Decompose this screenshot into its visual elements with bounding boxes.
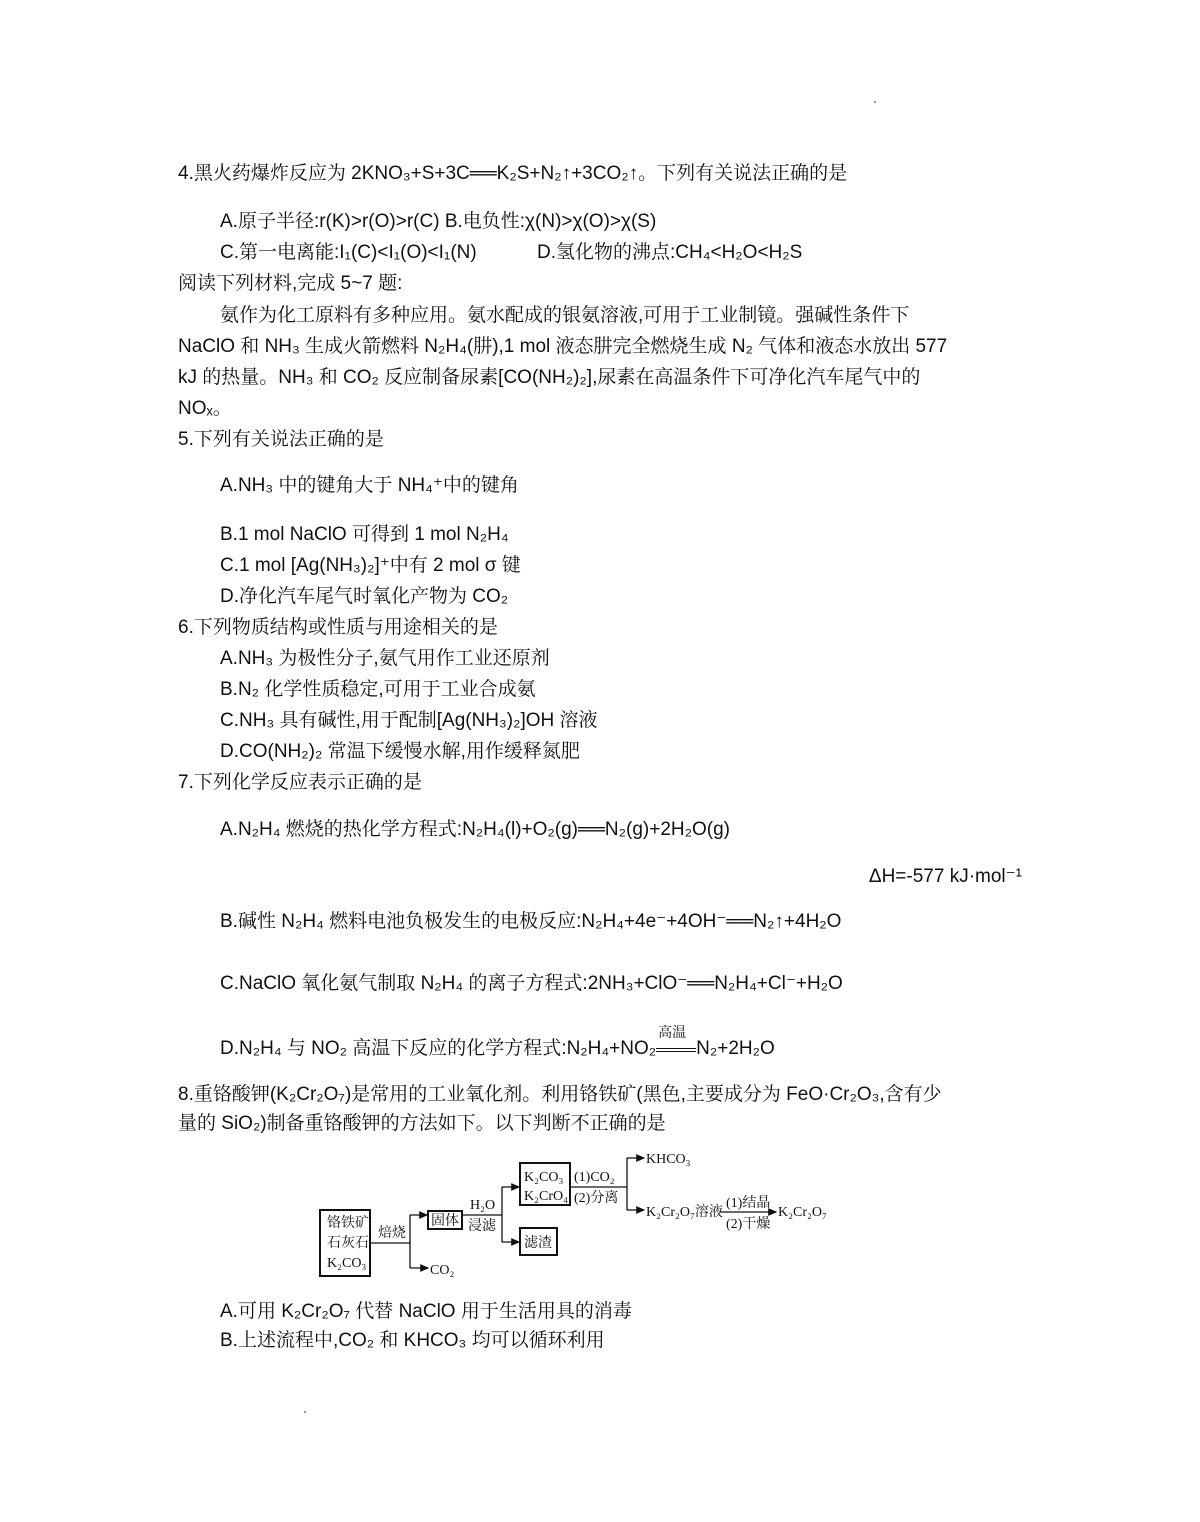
material-line: NaClO 和 NH₃ 生成火箭燃料 N₂H₄(肼),1 mol 液态肼完全燃烧生成 N₂ 气体和液态水放出 577 <box>178 336 948 357</box>
q4-option-d: D.氢化物的沸点:CH₄<H₂O<H₂S <box>537 242 803 263</box>
q7-option-a-enthalpy: ΔH=-577 kJ·mol⁻¹ <box>868 866 1022 887</box>
q4-stem: 4.黑火药爆炸反应为 2KNO₃+S+3C══K₂S+N₂↑+3CO₂↑。下列有关说法正确的是 <box>178 163 848 184</box>
process-flow-diagram <box>310 1140 930 1290</box>
solution-label: K₂CrO₄ <box>524 1189 568 1204</box>
q7-option-d <box>220 1025 775 1061</box>
leach-label: 浸滤 <box>468 1219 496 1234</box>
material-line: 氨作为化工原料有多种应用。氨水配成的银氨溶液,可用于工业制镜。强碱性条件下 <box>220 305 910 326</box>
q7-option-b: B.碱性 N₂H₄ 燃料电池负极发生的电极反应:N₂H₄+4e⁻+4OH⁻══N₂↑+4H₂O <box>220 911 842 932</box>
q6-option: A.NH₃ 为极性分子,氨气用作工业还原剂 <box>220 648 550 669</box>
product-label: K₂Cr₂O₇ <box>778 1205 827 1220</box>
q8-option: B.上述流程中,CO₂ 和 KHCO₃ 均可以循环利用 <box>220 1330 605 1351</box>
roast-label: 焙烧 <box>378 1226 406 1241</box>
q7-option-a: A.N₂H₄ 燃烧的热化学方程式:N₂H₄(l)+O₂(g)══N₂(g)+2H₂O(g) <box>220 819 731 840</box>
q8-stem: 8.重铬酸钾(K₂Cr₂O₇)是常用的工业氧化剂。利用铬铁矿(黑色,主要成分为 FeO·Cr₂O₃,含有少 <box>178 1084 942 1105</box>
q8-stem: 量的 SiO₂)制备重铬酸钾的方法如下。以下判断不正确的是 <box>178 1113 666 1134</box>
q5-option: D.净化汽车尾气时氧化产物为 CO₂ <box>220 586 509 607</box>
dichromate-solution-label: K₂Cr₂O₇溶液 <box>646 1205 723 1220</box>
raw-material: 铬铁矿 <box>327 1216 369 1231</box>
q5-option: A.NH₃ 中的键角大于 NH₄⁺中的键角 <box>220 475 519 496</box>
h2o-label: H₂O <box>470 1198 496 1213</box>
dry-label: (2)干燥 <box>726 1217 771 1232</box>
raw-material: 石灰石 <box>327 1236 369 1251</box>
material-line: NOₓ。 <box>178 398 232 419</box>
q4-option-c: C.第一电离能:I₁(C)<I₁(O)<I₁(N) <box>220 242 477 263</box>
flow-line <box>370 1215 410 1268</box>
raw-material: K₂CO₃ <box>327 1256 367 1271</box>
speck <box>874 101 876 103</box>
q8-option: A.可用 K₂Cr₂O₇ 代替 NaClO 用于生活用具的消毒 <box>220 1301 632 1322</box>
q6-option: D.CO(NH₂)₂ 常温下缓慢水解,用作缓释氮肥 <box>220 741 580 762</box>
solution-label: K₂CO₃ <box>524 1170 564 1185</box>
q7-option-d-right: N₂+2H₂O <box>696 1038 775 1059</box>
solid-label: 固体 <box>431 1214 459 1229</box>
q5-stem: 5.下列有关说法正确的是 <box>178 429 384 450</box>
co2-gas-label: CO₂ <box>430 1263 455 1278</box>
material-intro: 阅读下列材料,完成 5~7 题: <box>178 273 403 294</box>
q7-stem: 7.下列化学反应表示正确的是 <box>178 772 422 793</box>
step1-label: (1)CO₂ <box>574 1170 615 1185</box>
crystallize-label: (1)结晶 <box>726 1196 771 1211</box>
q6-option: C.NH₃ 具有碱性,用于配制[Ag(NH₃)₂]OH 溶液 <box>220 710 598 731</box>
material-line: kJ 的热量。NH₃ 和 CO₂ 反应制备尿素[CO(NH₂)₂],尿素在高温条件下可净化汽车尾气中的 <box>178 367 921 388</box>
speck <box>304 1411 306 1413</box>
step2-label: (2)分离 <box>574 1191 619 1206</box>
q6-stem: 6.下列物质结构或性质与用途相关的是 <box>178 617 498 638</box>
q7-option-c: C.NaClO 氧化氨气制取 N₂H₄ 的离子方程式:2NH₃+ClO⁻══N₂H₄+Cl⁻+H₂O <box>220 973 843 994</box>
khco3-label: KHCO₃ <box>646 1152 691 1167</box>
reaction-arrow <box>656 1025 696 1061</box>
q6-option: B.N₂ 化学性质稳定,可用于工业合成氨 <box>220 679 536 700</box>
reaction-condition: 高温 <box>658 1025 687 1041</box>
q7-option-d-left: D.N₂H₄ 与 NO₂ 高温下反应的化学方程式:N₂H₄+NO₂ <box>220 1038 657 1059</box>
q4-option-ab: A.原子半径:r(K)>r(O)>r(C) B.电负性:χ(N)>χ(O)>χ(S) <box>220 211 657 232</box>
residue-label: 滤渣 <box>524 1236 552 1251</box>
q5-option: C.1 mol [Ag(NH₃)₂]⁺中有 2 mol σ 键 <box>220 555 521 576</box>
q5-option: B.1 mol NaClO 可得到 1 mol N₂H₄ <box>220 524 509 545</box>
